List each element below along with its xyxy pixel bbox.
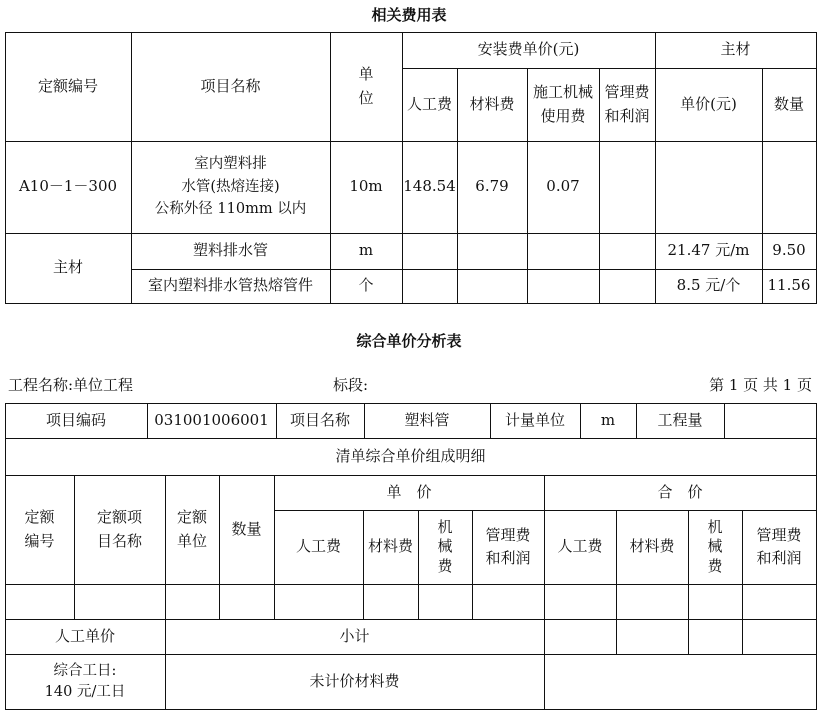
h-total-machine: 机 械 费 [707,517,723,575]
h-unit-price: 单 价 [386,482,432,501]
analysis-table-title: 综合单价分析表 [356,332,462,350]
item-code-label: 项目编码 [45,410,106,429]
header-labor: 人工费 [406,94,452,113]
page-info: 第 1 页 共 1 页 [709,376,812,394]
h-quota-name: 定额项 目名称 [96,508,142,550]
header-install-unit-price: 安装费单价(元) [477,40,580,59]
header-unit: 单 位 [358,65,374,107]
h-unit-mgmt: 管理费 和利润 [485,525,531,567]
row2-price: 21.47 元/m [667,241,750,260]
h-unit-material: 材料费 [367,537,413,556]
subtotal-label: 小计 [339,626,370,645]
row1-code: A10－1－300 [18,177,118,196]
main-material-label: 主材 [52,258,83,277]
header-item-name: 项目名称 [200,76,261,95]
h-total-labor: 人工费 [557,537,603,556]
row2-unit: m [358,241,374,260]
h-qty: 数量 [231,519,262,538]
header-main-material: 主材 [720,40,751,59]
item-code-value: 031001006001 [154,410,269,429]
h-unit-labor: 人工费 [295,537,341,556]
header-mm-qty: 数量 [773,94,804,113]
section-label: 标段: [333,376,369,394]
header-mgmt: 管理费 和利润 [604,83,650,125]
detail-header: 清单综合单价组成明细 [335,446,486,465]
unit-value: m [600,410,616,429]
h-unit-machine: 机 械 费 [437,517,453,575]
row3-name: 室内塑料排水管热熔管件 [147,276,313,295]
h-total-material: 材料费 [629,537,675,556]
row2-qty: 9.50 [772,241,806,260]
workday-label: 综合工日: 140 元/工日 [44,662,126,700]
project-name: 工程名称:单位工程 [8,376,134,394]
row1-labor: 148.54 [403,177,456,196]
labor-unit-price-label: 人工单价 [54,626,115,645]
header-material: 材料费 [469,94,515,113]
row1-material: 6.79 [475,177,509,196]
h-total-mgmt: 管理费 和利润 [756,525,802,567]
row3-unit: 个 [358,276,374,295]
row3-price: 8.5 元/个 [676,276,741,295]
h-quota-unit: 定额 单位 [176,508,207,550]
unit-label: 计量单位 [504,410,565,429]
header-mm-unit-price: 单价(元) [680,94,737,113]
row3-qty: 11.56 [767,276,811,295]
row1-machine: 0.07 [546,177,580,196]
row1-name: 室内塑料排 水管(热熔连接) 公称外径 110mm 以内 [154,156,307,218]
cost-table-title: 相关费用表 [371,6,447,24]
item-name-label: 项目名称 [289,410,350,429]
row1-unit: 10m [349,177,383,196]
quantity-label: 工程量 [657,410,703,429]
unpriced-material-label: 未计价材料费 [309,672,400,691]
header-quota-code: 定额编号 [37,76,98,95]
h-quota-code: 定额 编号 [24,508,55,550]
header-machine: 施工机械 使用费 [532,83,593,125]
quantity-value [724,403,816,438]
row2-name: 塑料排水管 [192,241,268,260]
h-total: 合 价 [657,482,703,501]
item-name-value: 塑料管 [404,410,450,429]
